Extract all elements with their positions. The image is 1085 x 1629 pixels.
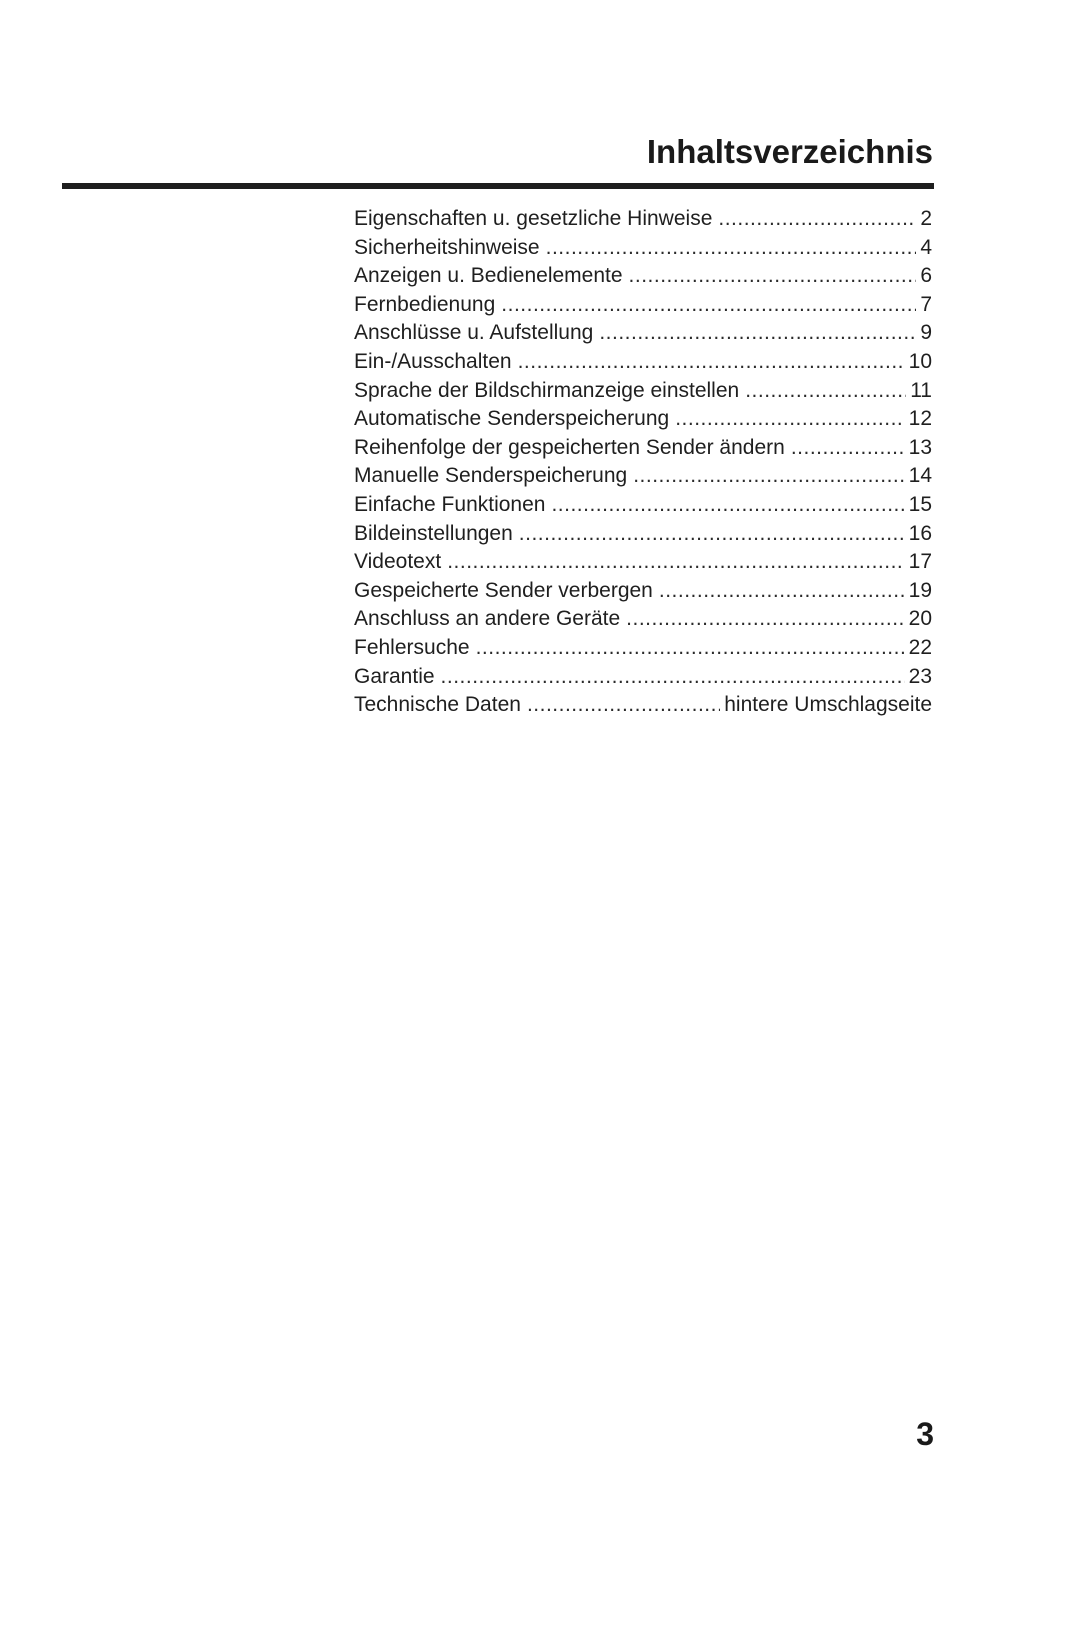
- toc-entry-label: Gespeicherte Sender verbergen: [354, 578, 653, 602]
- toc-entry-page: 14: [908, 464, 932, 488]
- toc-dot-leader: [546, 234, 917, 262]
- toc-entry-page: hintere Umschlagseite: [724, 693, 932, 717]
- toc-entry-page: 17: [908, 550, 932, 574]
- toc-entry[interactable]: [354, 520, 932, 549]
- toc-dot-leader: [519, 520, 905, 548]
- toc-dot-leader: [791, 434, 905, 462]
- toc-entry-label: Eigenschaften u. gesetzliche Hinweise: [354, 207, 713, 230]
- toc-entry-page: 15: [908, 492, 932, 516]
- toc-entry-label: Fernbedienung: [354, 292, 496, 316]
- toc-entry[interactable]: [354, 291, 932, 320]
- toc-entry[interactable]: [354, 663, 932, 692]
- toc-entry-label: Fehlersuche: [354, 635, 470, 659]
- toc-entry-label: Bildeinstellungen: [354, 521, 513, 545]
- toc-dot-leader: [718, 205, 916, 233]
- toc-dot-leader: [629, 262, 917, 290]
- toc-entry[interactable]: [354, 348, 932, 377]
- toc-entry[interactable]: [354, 434, 932, 463]
- toc-entry-label: Sprache der Bildschirmanzeige einstellen: [354, 378, 740, 402]
- toc-entry-page: 11: [910, 378, 932, 402]
- toc-dot-leader: [599, 319, 916, 347]
- toc-dot-leader: [633, 462, 904, 490]
- toc-dot-leader: [659, 577, 905, 605]
- toc-dot-leader: [476, 634, 905, 662]
- toc-entry[interactable]: [354, 634, 932, 663]
- toc-entry[interactable]: [354, 691, 932, 720]
- toc-entry-page: 4: [920, 235, 932, 259]
- toc-entry-label: Garantie: [354, 664, 435, 688]
- toc-entry[interactable]: [354, 405, 932, 434]
- toc-entry-label: Sicherheitshinweise: [354, 235, 540, 259]
- toc-entry[interactable]: [354, 234, 932, 263]
- toc-entry-page: 19: [908, 578, 932, 602]
- toc-entry[interactable]: [354, 377, 932, 406]
- toc-dot-leader: [441, 663, 905, 691]
- toc-entry-label: Videotext: [354, 550, 442, 574]
- page-title: Inhaltsverzeichnis: [646, 133, 933, 170]
- toc-entry[interactable]: [354, 577, 932, 606]
- toc-entry-page: 2: [920, 207, 932, 230]
- table-of-contents: [354, 205, 932, 720]
- toc-dot-leader: [447, 548, 904, 576]
- toc-entry-page: 12: [908, 407, 932, 431]
- toc-dot-leader: [501, 291, 916, 319]
- toc-entry-page: 16: [908, 521, 932, 545]
- toc-entry-page: 22: [908, 635, 932, 659]
- toc-entry-label: Anzeigen u. Bedienelemente: [354, 264, 623, 288]
- toc-entry-page: 9: [920, 321, 932, 345]
- toc-entry[interactable]: [354, 205, 932, 234]
- toc-entry[interactable]: [354, 319, 932, 348]
- toc-entry-page: 10: [908, 349, 932, 373]
- toc-entry-page: 6: [920, 264, 932, 288]
- toc-entry-label: Einfache Funktionen: [354, 492, 546, 516]
- toc-entry-page: 23: [908, 664, 932, 688]
- toc-entry-label: Anschlüsse u. Aufstellung: [354, 321, 594, 345]
- toc-entry-label: Ein-/Ausschalten: [354, 349, 512, 373]
- toc-entry[interactable]: [354, 491, 932, 520]
- toc-entry-page: 20: [908, 607, 932, 631]
- toc-entry-label: Reihenfolge der gespeicherten Sender ändern: [354, 435, 785, 459]
- toc-dot-leader: [675, 405, 904, 433]
- toc-entry[interactable]: [354, 605, 932, 634]
- page-number: 3: [916, 1416, 934, 1452]
- toc-dot-leader: [551, 491, 904, 519]
- toc-entry-label: Technische Daten: [354, 693, 521, 717]
- toc-entry-label: Manuelle Senderspeicherung: [354, 464, 628, 488]
- toc-dot-leader: [745, 377, 906, 405]
- toc-entry-page: 13: [908, 435, 932, 459]
- toc-dot-leader: [527, 691, 720, 719]
- toc-dot-leader: [626, 605, 904, 633]
- toc-dot-leader: [518, 348, 905, 376]
- toc-entry[interactable]: [354, 262, 932, 291]
- title-rule: [62, 183, 934, 189]
- toc-entry-label: Automatische Senderspeicherung: [354, 407, 670, 431]
- toc-entry[interactable]: [354, 462, 932, 491]
- toc-entry-page: 7: [920, 292, 932, 316]
- toc-entry-label: Anschluss an andere Geräte: [354, 607, 621, 631]
- toc-entry[interactable]: [354, 548, 932, 577]
